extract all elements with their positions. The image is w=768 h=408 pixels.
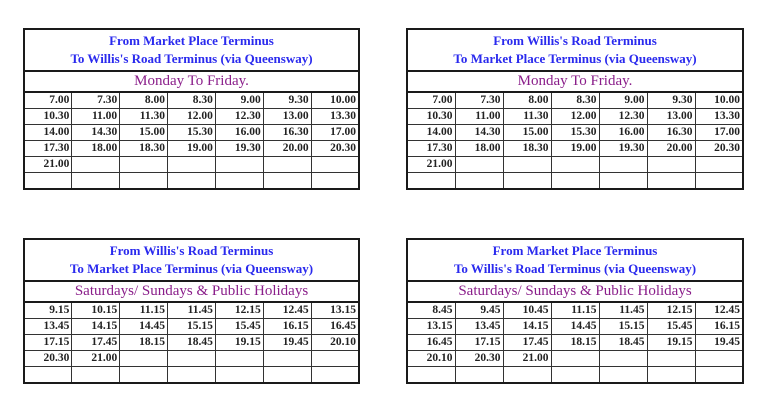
- departure-time-cell: 18.30: [503, 141, 551, 157]
- departure-time-cell: [647, 173, 695, 190]
- departure-time-cell: 17.30: [24, 141, 72, 157]
- departure-time-cell: 20.30: [455, 351, 503, 367]
- departure-time-cell: 8.00: [120, 92, 168, 109]
- route-header-row: [407, 239, 743, 281]
- route-title: [24, 239, 359, 281]
- departure-time-cell: [551, 351, 599, 367]
- departure-time-cell: [695, 173, 743, 190]
- table-row: [407, 319, 743, 335]
- departure-time-cell: [215, 157, 263, 173]
- departure-time-cell: [311, 173, 359, 190]
- departure-time-cell: 8.00: [503, 92, 551, 109]
- departure-time-cell: [215, 173, 263, 190]
- departure-time-cell: 21.00: [503, 351, 551, 367]
- departure-time-cell: [647, 351, 695, 367]
- table-row: [24, 367, 359, 384]
- table-row: [407, 302, 743, 319]
- departure-time-cell: [168, 351, 216, 367]
- departure-time-cell: [311, 367, 359, 384]
- departure-time-cell: 12.15: [647, 302, 695, 319]
- departure-time-cell: [599, 157, 647, 173]
- departure-time-cell: [695, 367, 743, 384]
- departure-time-cell: 9.15: [24, 302, 72, 319]
- departure-time-cell: 18.00: [72, 141, 120, 157]
- departure-time-cell: [168, 173, 216, 190]
- departure-time-cell: 13.45: [24, 319, 72, 335]
- days-row: [24, 281, 359, 302]
- departure-time-cell: 21.00: [407, 157, 455, 173]
- departure-time-cell: 12.15: [215, 302, 263, 319]
- departure-time-cell: 18.30: [120, 141, 168, 157]
- departure-time-cell: 16.15: [695, 319, 743, 335]
- table-row: [407, 367, 743, 384]
- departure-time-cell: [455, 157, 503, 173]
- departure-time-cell: 18.45: [599, 335, 647, 351]
- departure-time-cell: 19.00: [551, 141, 599, 157]
- departure-time-cell: 17.45: [72, 335, 120, 351]
- departure-time-cell: 11.45: [168, 302, 216, 319]
- departure-time-cell: 10.00: [695, 92, 743, 109]
- departure-time-cell: 7.00: [24, 92, 72, 109]
- departure-time-cell: 10.15: [72, 302, 120, 319]
- departure-time-cell: [72, 157, 120, 173]
- departure-time-cell: 12.30: [599, 109, 647, 125]
- departure-time-cell: 15.15: [599, 319, 647, 335]
- table-row: [24, 92, 359, 109]
- departure-time-cell: 18.15: [120, 335, 168, 351]
- departure-time-cell: 20.30: [311, 141, 359, 157]
- departure-time-cell: 17.15: [455, 335, 503, 351]
- service-days-label: Saturdays/ Sundays & Public Holidays: [407, 281, 743, 302]
- departure-time-cell: [407, 367, 455, 384]
- departure-time-cell: [503, 157, 551, 173]
- route-title: [407, 239, 743, 281]
- departure-time-cell: [311, 157, 359, 173]
- departure-time-cell: [599, 367, 647, 384]
- departure-time-cell: 9.00: [599, 92, 647, 109]
- departure-time-cell: 20.10: [407, 351, 455, 367]
- departure-time-cell: 17.00: [311, 125, 359, 141]
- table-row: [24, 173, 359, 190]
- service-days-label: Monday To Friday.: [407, 71, 743, 92]
- table-row: [24, 109, 359, 125]
- departure-time-cell: 9.00: [215, 92, 263, 109]
- route-to: To Willis's Road Terminus (via Queensway): [453, 261, 697, 276]
- departure-time-cell: [647, 367, 695, 384]
- departure-time-cell: 19.15: [647, 335, 695, 351]
- table-row: [24, 335, 359, 351]
- departure-time-cell: [215, 351, 263, 367]
- table-row: [24, 125, 359, 141]
- departure-time-cell: [263, 367, 311, 384]
- days-row: [407, 71, 743, 92]
- departure-time-cell: 13.15: [407, 319, 455, 335]
- route-from: From Market Place Terminus: [109, 33, 274, 48]
- departure-time-cell: [695, 157, 743, 173]
- departure-time-cell: 20.30: [24, 351, 72, 367]
- departure-time-cell: 8.45: [407, 302, 455, 319]
- departure-time-cell: 17.00: [695, 125, 743, 141]
- departure-time-cell: [168, 157, 216, 173]
- departure-time-cell: 11.15: [551, 302, 599, 319]
- table-row: [24, 319, 359, 335]
- departure-time-cell: 20.30: [695, 141, 743, 157]
- departure-time-cell: 14.30: [455, 125, 503, 141]
- departure-time-cell: [407, 173, 455, 190]
- table-row: [407, 351, 743, 367]
- departure-time-cell: 20.00: [647, 141, 695, 157]
- departure-time-cell: 11.45: [599, 302, 647, 319]
- departure-time-cell: 16.15: [263, 319, 311, 335]
- departure-time-cell: 10.30: [407, 109, 455, 125]
- departure-time-cell: 9.30: [647, 92, 695, 109]
- departure-time-cell: [599, 173, 647, 190]
- route-header-row: [24, 239, 359, 281]
- departure-time-cell: 15.00: [503, 125, 551, 141]
- table-row: [24, 141, 359, 157]
- departure-time-cell: 19.45: [695, 335, 743, 351]
- route-to: To Market Place Terminus (via Queensway): [453, 51, 697, 66]
- timetable-weekday-market-to-willis: [23, 28, 360, 190]
- departure-time-cell: 13.30: [695, 109, 743, 125]
- departure-time-cell: 11.00: [72, 109, 120, 125]
- timetable-weekday-willis-to-market: [406, 28, 744, 190]
- departure-time-cell: 15.45: [647, 319, 695, 335]
- departure-time-cell: 16.00: [599, 125, 647, 141]
- departure-time-cell: 21.00: [24, 157, 72, 173]
- departure-time-cell: 19.30: [599, 141, 647, 157]
- departure-time-cell: 19.15: [215, 335, 263, 351]
- departure-time-cell: [551, 157, 599, 173]
- departure-time-cell: [72, 173, 120, 190]
- departure-time-cell: 14.00: [24, 125, 72, 141]
- table-row: [407, 335, 743, 351]
- departure-time-cell: [455, 173, 503, 190]
- departure-time-cell: 14.45: [120, 319, 168, 335]
- table-row: [407, 92, 743, 109]
- route-title: [24, 29, 359, 71]
- route-from: From Willis's Road Terminus: [493, 33, 657, 48]
- departure-time-cell: 13.00: [647, 109, 695, 125]
- departure-time-cell: [72, 367, 120, 384]
- departure-time-cell: 12.00: [168, 109, 216, 125]
- departure-time-cell: 8.30: [551, 92, 599, 109]
- departure-time-cell: 12.45: [695, 302, 743, 319]
- departure-time-cell: 18.45: [168, 335, 216, 351]
- departure-time-cell: 15.45: [215, 319, 263, 335]
- departure-time-cell: 13.45: [455, 319, 503, 335]
- table-row: [24, 157, 359, 173]
- departure-time-cell: [120, 157, 168, 173]
- departure-time-cell: [695, 351, 743, 367]
- table-row: [407, 109, 743, 125]
- departure-time-cell: [311, 351, 359, 367]
- departure-time-cell: 8.30: [168, 92, 216, 109]
- departure-time-cell: 15.30: [168, 125, 216, 141]
- departure-time-cell: 10.45: [503, 302, 551, 319]
- departure-time-cell: 12.30: [215, 109, 263, 125]
- departure-time-cell: [120, 367, 168, 384]
- timetable-weekend-market-to-willis: [406, 238, 744, 384]
- departure-time-cell: 10.30: [24, 109, 72, 125]
- departure-time-cell: 16.00: [215, 125, 263, 141]
- departure-time-cell: 15.30: [551, 125, 599, 141]
- departure-time-cell: 17.45: [503, 335, 551, 351]
- departure-time-cell: 12.00: [551, 109, 599, 125]
- departure-time-cell: 11.30: [120, 109, 168, 125]
- departure-time-cell: 7.30: [455, 92, 503, 109]
- departure-time-cell: 19.45: [263, 335, 311, 351]
- departure-time-cell: 14.15: [72, 319, 120, 335]
- departure-time-cell: 21.00: [72, 351, 120, 367]
- departure-time-cell: 14.15: [503, 319, 551, 335]
- departure-time-cell: [263, 351, 311, 367]
- departure-time-cell: [120, 173, 168, 190]
- departure-time-cell: 9.30: [263, 92, 311, 109]
- departure-time-cell: 20.00: [263, 141, 311, 157]
- table-row: [407, 141, 743, 157]
- timetable-weekend-willis-to-market: [23, 238, 360, 384]
- route-header-row: [24, 29, 359, 71]
- route-title: [407, 29, 743, 71]
- table-row: [24, 302, 359, 319]
- departure-time-cell: 10.00: [311, 92, 359, 109]
- table-row: [407, 173, 743, 190]
- table-row: [24, 351, 359, 367]
- departure-time-cell: [215, 367, 263, 384]
- departure-time-cell: 12.45: [263, 302, 311, 319]
- departure-time-cell: [263, 173, 311, 190]
- route-to: To Market Place Terminus (via Queensway): [69, 261, 314, 276]
- table-row: [407, 157, 743, 173]
- departure-time-cell: 18.15: [551, 335, 599, 351]
- departure-time-cell: 17.30: [407, 141, 455, 157]
- route-from: From Market Place Terminus: [492, 243, 658, 258]
- departure-time-cell: 13.15: [311, 302, 359, 319]
- departure-time-cell: [503, 173, 551, 190]
- departure-time-cell: 20.10: [311, 335, 359, 351]
- departure-time-cell: 16.45: [407, 335, 455, 351]
- departure-time-cell: 13.30: [311, 109, 359, 125]
- service-days-label: Monday To Friday.: [24, 71, 359, 92]
- departure-time-cell: [24, 367, 72, 384]
- departure-time-cell: 15.15: [168, 319, 216, 335]
- departure-time-cell: [551, 367, 599, 384]
- departure-time-cell: [263, 157, 311, 173]
- route-to: To Willis's Road Terminus (via Queensway): [70, 51, 313, 66]
- departure-time-cell: 16.45: [311, 319, 359, 335]
- departure-time-cell: 19.00: [168, 141, 216, 157]
- departure-time-cell: 16.30: [647, 125, 695, 141]
- departure-time-cell: 14.45: [551, 319, 599, 335]
- departure-time-cell: 9.45: [455, 302, 503, 319]
- departure-time-cell: 11.30: [503, 109, 551, 125]
- departure-time-cell: 11.15: [120, 302, 168, 319]
- departure-time-cell: 7.00: [407, 92, 455, 109]
- departure-time-cell: 13.00: [263, 109, 311, 125]
- departure-time-cell: 17.15: [24, 335, 72, 351]
- departure-time-cell: 15.00: [120, 125, 168, 141]
- departure-time-cell: [24, 173, 72, 190]
- departure-time-cell: [551, 173, 599, 190]
- service-days-label: Saturdays/ Sundays & Public Holidays: [24, 281, 359, 302]
- departure-time-cell: 11.00: [455, 109, 503, 125]
- departure-time-cell: [168, 367, 216, 384]
- departure-time-cell: [455, 367, 503, 384]
- departure-time-cell: [647, 157, 695, 173]
- departure-time-cell: [599, 351, 647, 367]
- departure-time-cell: 16.30: [263, 125, 311, 141]
- departure-time-cell: [503, 367, 551, 384]
- departure-time-cell: 14.30: [72, 125, 120, 141]
- table-row: [407, 125, 743, 141]
- days-row: [407, 281, 743, 302]
- departure-time-cell: 19.30: [215, 141, 263, 157]
- departure-time-cell: 18.00: [455, 141, 503, 157]
- departure-time-cell: 14.00: [407, 125, 455, 141]
- days-row: [24, 71, 359, 92]
- departure-time-cell: [120, 351, 168, 367]
- departure-time-cell: 7.30: [72, 92, 120, 109]
- route-header-row: [407, 29, 743, 71]
- route-from: From Willis's Road Terminus: [109, 243, 274, 258]
